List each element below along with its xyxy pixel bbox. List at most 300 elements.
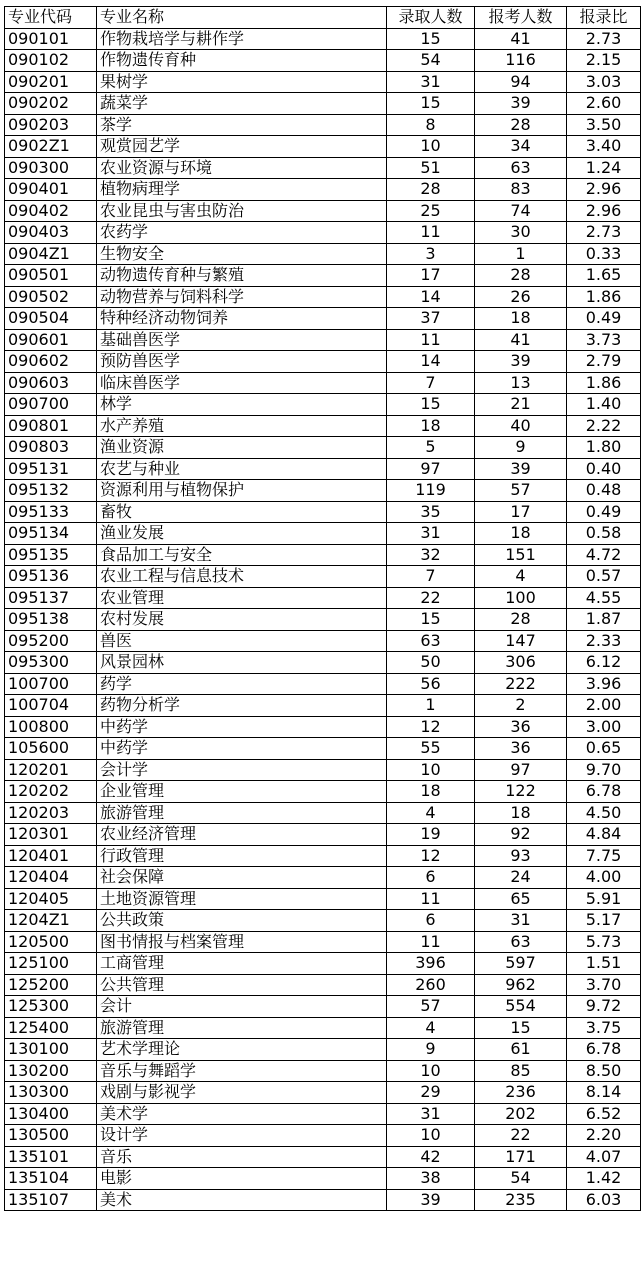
major-name-cell: 农业管理: [97, 587, 387, 609]
major-name-cell: 旅游管理: [97, 802, 387, 824]
table-row: [5, 910, 641, 932]
applicants-cell: 202: [475, 1103, 567, 1125]
major-code-cell: 125200: [5, 974, 97, 996]
applicants-cell: 94: [475, 71, 567, 93]
major-name-cell: 农艺与种业: [97, 458, 387, 480]
applicants-cell: 40: [475, 415, 567, 437]
major-name-cell: 会计: [97, 996, 387, 1018]
table-row: [5, 222, 641, 244]
table-row: [5, 544, 641, 566]
admitted-cell: 29: [387, 1082, 475, 1104]
table-row: [5, 867, 641, 889]
table-row: [5, 200, 641, 222]
applicants-cell: 9: [475, 437, 567, 459]
applicants-cell: 222: [475, 673, 567, 695]
ratio-cell: 6.52: [567, 1103, 641, 1125]
major-code-cell: 125300: [5, 996, 97, 1018]
admitted-cell: 3: [387, 243, 475, 265]
ratio-cell: 4.00: [567, 867, 641, 889]
ratio-cell: 9.72: [567, 996, 641, 1018]
major-code-cell: 120202: [5, 781, 97, 803]
major-name-cell: 戏剧与影视学: [97, 1082, 387, 1104]
admitted-cell: 7: [387, 566, 475, 588]
major-code-cell: 090403: [5, 222, 97, 244]
ratio-cell: 2.60: [567, 93, 641, 115]
major-code-cell: 105600: [5, 738, 97, 760]
ratio-cell: 3.40: [567, 136, 641, 158]
table-row: [5, 114, 641, 136]
major-name-cell: 工商管理: [97, 953, 387, 975]
table-row: [5, 480, 641, 502]
applicants-cell: 597: [475, 953, 567, 975]
table-row: [5, 824, 641, 846]
admitted-cell: 56: [387, 673, 475, 695]
admitted-cell: 54: [387, 50, 475, 72]
admitted-cell: 18: [387, 415, 475, 437]
ratio-cell: 3.73: [567, 329, 641, 351]
table-row: [5, 157, 641, 179]
major-name-cell: 中药学: [97, 738, 387, 760]
table-row: [5, 1168, 641, 1190]
major-code-cell: 0904Z1: [5, 243, 97, 265]
table-row: [5, 179, 641, 201]
ratio-cell: 6.78: [567, 781, 641, 803]
major-code-cell: 100800: [5, 716, 97, 738]
table-row: [5, 1146, 641, 1168]
ratio-cell: 4.50: [567, 802, 641, 824]
table-row: [5, 931, 641, 953]
ratio-cell: 1.86: [567, 286, 641, 308]
applicants-cell: 74: [475, 200, 567, 222]
ratio-cell: 4.84: [567, 824, 641, 846]
major-name-cell: 渔业资源: [97, 437, 387, 459]
admitted-cell: 15: [387, 609, 475, 631]
ratio-cell: 1.87: [567, 609, 641, 631]
major-code-cell: 120404: [5, 867, 97, 889]
table-row: [5, 845, 641, 867]
table-row: [5, 28, 641, 50]
major-name-cell: 农业资源与环境: [97, 157, 387, 179]
major-code-cell: 095135: [5, 544, 97, 566]
major-name-cell: 茶学: [97, 114, 387, 136]
ratio-cell: 0.33: [567, 243, 641, 265]
table-row: [5, 974, 641, 996]
header-major-code: 专业代码: [5, 7, 97, 29]
applicants-cell: 235: [475, 1189, 567, 1211]
major-code-cell: 130300: [5, 1082, 97, 1104]
ratio-cell: 1.24: [567, 157, 641, 179]
table-row: [5, 716, 641, 738]
applicants-cell: 4: [475, 566, 567, 588]
major-code-cell: 120203: [5, 802, 97, 824]
applicants-cell: 63: [475, 157, 567, 179]
major-code-cell: 120201: [5, 759, 97, 781]
admitted-cell: 396: [387, 953, 475, 975]
applicants-cell: 54: [475, 1168, 567, 1190]
applicants-cell: 30: [475, 222, 567, 244]
admitted-cell: 39: [387, 1189, 475, 1211]
major-code-cell: 090300: [5, 157, 97, 179]
major-name-cell: 图书情报与档案管理: [97, 931, 387, 953]
major-code-cell: 095300: [5, 652, 97, 674]
major-code-cell: 090601: [5, 329, 97, 351]
major-name-cell: 基础兽医学: [97, 329, 387, 351]
admitted-cell: 4: [387, 1017, 475, 1039]
ratio-cell: 2.73: [567, 28, 641, 50]
table-row: [5, 695, 641, 717]
admitted-cell: 10: [387, 1060, 475, 1082]
applicants-cell: 83: [475, 179, 567, 201]
major-name-cell: 生物安全: [97, 243, 387, 265]
table-row: [5, 953, 641, 975]
table-row: [5, 394, 641, 416]
ratio-cell: 0.49: [567, 308, 641, 330]
major-name-cell: 特种经济动物饲养: [97, 308, 387, 330]
major-name-cell: 美术: [97, 1189, 387, 1211]
applicants-cell: 36: [475, 716, 567, 738]
table-row: [5, 1017, 641, 1039]
admitted-cell: 11: [387, 888, 475, 910]
major-name-cell: 设计学: [97, 1125, 387, 1147]
applicants-cell: 18: [475, 308, 567, 330]
ratio-cell: 0.58: [567, 523, 641, 545]
ratio-cell: 3.70: [567, 974, 641, 996]
ratio-cell: 6.78: [567, 1039, 641, 1061]
ratio-cell: 2.20: [567, 1125, 641, 1147]
admitted-cell: 260: [387, 974, 475, 996]
major-code-cell: 095133: [5, 501, 97, 523]
major-code-cell: 135101: [5, 1146, 97, 1168]
ratio-cell: 2.79: [567, 351, 641, 373]
major-code-cell: 100700: [5, 673, 97, 695]
table-row: [5, 566, 641, 588]
major-code-cell: 095138: [5, 609, 97, 631]
ratio-cell: 7.75: [567, 845, 641, 867]
major-code-cell: 090402: [5, 200, 97, 222]
major-name-cell: 资源利用与植物保护: [97, 480, 387, 502]
major-name-cell: 社会保障: [97, 867, 387, 889]
table-row: [5, 308, 641, 330]
table-row: [5, 136, 641, 158]
table-row: [5, 802, 641, 824]
admitted-cell: 12: [387, 716, 475, 738]
table-row: [5, 587, 641, 609]
major-name-cell: 农药学: [97, 222, 387, 244]
major-code-cell: 0902Z1: [5, 136, 97, 158]
applicants-cell: 41: [475, 329, 567, 351]
ratio-cell: 5.91: [567, 888, 641, 910]
table-row: [5, 781, 641, 803]
table-row: [5, 652, 641, 674]
admitted-cell: 15: [387, 93, 475, 115]
major-name-cell: 观赏园艺学: [97, 136, 387, 158]
major-code-cell: 090401: [5, 179, 97, 201]
table-row: [5, 372, 641, 394]
header-major-name: 专业名称: [97, 7, 387, 29]
admitted-cell: 57: [387, 996, 475, 1018]
admitted-cell: 10: [387, 759, 475, 781]
applicants-cell: 57: [475, 480, 567, 502]
applicants-cell: 39: [475, 458, 567, 480]
admitted-cell: 25: [387, 200, 475, 222]
major-name-cell: 药物分析学: [97, 695, 387, 717]
admitted-cell: 10: [387, 136, 475, 158]
admitted-cell: 38: [387, 1168, 475, 1190]
applicants-cell: 41: [475, 28, 567, 50]
applicants-cell: 65: [475, 888, 567, 910]
major-code-cell: 090502: [5, 286, 97, 308]
admitted-cell: 18: [387, 781, 475, 803]
major-name-cell: 土地资源管理: [97, 888, 387, 910]
table-row: [5, 415, 641, 437]
ratio-cell: 3.03: [567, 71, 641, 93]
major-code-cell: 120500: [5, 931, 97, 953]
major-name-cell: 风景园林: [97, 652, 387, 674]
table-row: [5, 1082, 641, 1104]
applicants-cell: 116: [475, 50, 567, 72]
ratio-cell: 2.96: [567, 179, 641, 201]
ratio-cell: 2.33: [567, 630, 641, 652]
applicants-cell: 306: [475, 652, 567, 674]
major-name-cell: 预防兽医学: [97, 351, 387, 373]
table-body: [5, 28, 641, 1211]
applicants-cell: 236: [475, 1082, 567, 1104]
major-code-cell: 125100: [5, 953, 97, 975]
major-name-cell: 音乐与舞蹈学: [97, 1060, 387, 1082]
applicants-cell: 93: [475, 845, 567, 867]
major-name-cell: 公共管理: [97, 974, 387, 996]
admitted-cell: 7: [387, 372, 475, 394]
ratio-cell: 0.49: [567, 501, 641, 523]
admitted-cell: 97: [387, 458, 475, 480]
major-code-cell: 090803: [5, 437, 97, 459]
major-name-cell: 植物病理学: [97, 179, 387, 201]
table-row: [5, 50, 641, 72]
major-name-cell: 作物遗传育种: [97, 50, 387, 72]
major-code-cell: 135107: [5, 1189, 97, 1211]
major-code-cell: 090700: [5, 394, 97, 416]
major-name-cell: 公共政策: [97, 910, 387, 932]
major-code-cell: 095200: [5, 630, 97, 652]
admitted-cell: 31: [387, 71, 475, 93]
major-name-cell: 美术学: [97, 1103, 387, 1125]
admitted-cell: 11: [387, 329, 475, 351]
applicants-cell: 22: [475, 1125, 567, 1147]
applicants-cell: 63: [475, 931, 567, 953]
ratio-cell: 1.65: [567, 265, 641, 287]
applicants-cell: 21: [475, 394, 567, 416]
major-code-cell: 130400: [5, 1103, 97, 1125]
major-name-cell: 蔬菜学: [97, 93, 387, 115]
major-name-cell: 兽医: [97, 630, 387, 652]
applicants-cell: 39: [475, 351, 567, 373]
major-code-cell: 090602: [5, 351, 97, 373]
admitted-cell: 55: [387, 738, 475, 760]
ratio-cell: 3.96: [567, 673, 641, 695]
applicants-cell: 28: [475, 265, 567, 287]
admitted-cell: 31: [387, 1103, 475, 1125]
applicants-cell: 31: [475, 910, 567, 932]
admitted-cell: 37: [387, 308, 475, 330]
applicants-cell: 554: [475, 996, 567, 1018]
table-row: [5, 609, 641, 631]
admitted-cell: 9: [387, 1039, 475, 1061]
major-code-cell: 130500: [5, 1125, 97, 1147]
header-ratio: 报录比: [567, 7, 641, 29]
admitted-cell: 119: [387, 480, 475, 502]
applicants-cell: 34: [475, 136, 567, 158]
applicants-cell: 92: [475, 824, 567, 846]
table-row: [5, 1060, 641, 1082]
major-code-cell: 090203: [5, 114, 97, 136]
major-name-cell: 旅游管理: [97, 1017, 387, 1039]
major-name-cell: 药学: [97, 673, 387, 695]
header-applicants: 报考人数: [475, 7, 567, 29]
table-row: [5, 71, 641, 93]
admitted-cell: 6: [387, 910, 475, 932]
applicants-cell: 18: [475, 802, 567, 824]
ratio-cell: 1.80: [567, 437, 641, 459]
ratio-cell: 6.03: [567, 1189, 641, 1211]
table-row: [5, 1189, 641, 1211]
applicants-cell: 100: [475, 587, 567, 609]
applicants-cell: 85: [475, 1060, 567, 1082]
major-code-cell: 090201: [5, 71, 97, 93]
table-row: [5, 243, 641, 265]
major-code-cell: 120405: [5, 888, 97, 910]
applicants-cell: 122: [475, 781, 567, 803]
major-name-cell: 中药学: [97, 716, 387, 738]
major-code-cell: 090101: [5, 28, 97, 50]
table-row: [5, 286, 641, 308]
applicants-cell: 171: [475, 1146, 567, 1168]
admitted-cell: 5: [387, 437, 475, 459]
major-code-cell: 1204Z1: [5, 910, 97, 932]
major-name-cell: 临床兽医学: [97, 372, 387, 394]
ratio-cell: 3.00: [567, 716, 641, 738]
applicants-cell: 15: [475, 1017, 567, 1039]
admitted-cell: 19: [387, 824, 475, 846]
major-name-cell: 企业管理: [97, 781, 387, 803]
ratio-cell: 4.72: [567, 544, 641, 566]
applicants-cell: 61: [475, 1039, 567, 1061]
applicants-cell: 151: [475, 544, 567, 566]
ratio-cell: 1.86: [567, 372, 641, 394]
table-row: [5, 93, 641, 115]
admitted-cell: 42: [387, 1146, 475, 1168]
major-code-cell: 095136: [5, 566, 97, 588]
major-code-cell: 135104: [5, 1168, 97, 1190]
table-row: [5, 265, 641, 287]
major-code-cell: 100704: [5, 695, 97, 717]
ratio-cell: 3.75: [567, 1017, 641, 1039]
major-name-cell: 食品加工与安全: [97, 544, 387, 566]
ratio-cell: 6.12: [567, 652, 641, 674]
admitted-cell: 11: [387, 222, 475, 244]
table-row: [5, 458, 641, 480]
header-row: [5, 7, 641, 29]
admission-table: [4, 6, 641, 1211]
major-code-cell: 120401: [5, 845, 97, 867]
ratio-cell: 1.51: [567, 953, 641, 975]
ratio-cell: 2.96: [567, 200, 641, 222]
major-name-cell: 果树学: [97, 71, 387, 93]
ratio-cell: 5.17: [567, 910, 641, 932]
applicants-cell: 147: [475, 630, 567, 652]
ratio-cell: 9.70: [567, 759, 641, 781]
ratio-cell: 2.00: [567, 695, 641, 717]
admitted-cell: 63: [387, 630, 475, 652]
major-code-cell: 130200: [5, 1060, 97, 1082]
table-row: [5, 630, 641, 652]
table-row: [5, 673, 641, 695]
major-name-cell: 动物遗传育种与繁殖: [97, 265, 387, 287]
ratio-cell: 2.73: [567, 222, 641, 244]
admitted-cell: 14: [387, 286, 475, 308]
major-name-cell: 电影: [97, 1168, 387, 1190]
table-row: [5, 738, 641, 760]
admitted-cell: 15: [387, 28, 475, 50]
major-name-cell: 艺术学理论: [97, 1039, 387, 1061]
applicants-cell: 26: [475, 286, 567, 308]
table-row: [5, 888, 641, 910]
ratio-cell: 2.15: [567, 50, 641, 72]
admitted-cell: 31: [387, 523, 475, 545]
admitted-cell: 28: [387, 179, 475, 201]
admitted-cell: 10: [387, 1125, 475, 1147]
major-name-cell: 林学: [97, 394, 387, 416]
applicants-cell: 17: [475, 501, 567, 523]
major-code-cell: 130100: [5, 1039, 97, 1061]
ratio-cell: 3.50: [567, 114, 641, 136]
major-name-cell: 水产养殖: [97, 415, 387, 437]
ratio-cell: 0.65: [567, 738, 641, 760]
major-code-cell: 125400: [5, 1017, 97, 1039]
table-row: [5, 1103, 641, 1125]
admitted-cell: 6: [387, 867, 475, 889]
applicants-cell: 36: [475, 738, 567, 760]
major-name-cell: 农村发展: [97, 609, 387, 631]
applicants-cell: 24: [475, 867, 567, 889]
major-code-cell: 095134: [5, 523, 97, 545]
ratio-cell: 2.22: [567, 415, 641, 437]
major-code-cell: 095131: [5, 458, 97, 480]
admitted-cell: 15: [387, 394, 475, 416]
admitted-cell: 1: [387, 695, 475, 717]
major-name-cell: 会计学: [97, 759, 387, 781]
ratio-cell: 0.57: [567, 566, 641, 588]
major-code-cell: 090603: [5, 372, 97, 394]
applicants-cell: 39: [475, 93, 567, 115]
applicants-cell: 28: [475, 609, 567, 631]
ratio-cell: 8.14: [567, 1082, 641, 1104]
admitted-cell: 12: [387, 845, 475, 867]
admitted-cell: 51: [387, 157, 475, 179]
major-name-cell: 行政管理: [97, 845, 387, 867]
admitted-cell: 11: [387, 931, 475, 953]
header-admitted: 录取人数: [387, 7, 475, 29]
admitted-cell: 14: [387, 351, 475, 373]
major-code-cell: 095137: [5, 587, 97, 609]
table-row: [5, 996, 641, 1018]
major-code-cell: 090504: [5, 308, 97, 330]
ratio-cell: 1.42: [567, 1168, 641, 1190]
admitted-cell: 32: [387, 544, 475, 566]
ratio-cell: 1.40: [567, 394, 641, 416]
table-row: [5, 1039, 641, 1061]
applicants-cell: 97: [475, 759, 567, 781]
major-code-cell: 090801: [5, 415, 97, 437]
